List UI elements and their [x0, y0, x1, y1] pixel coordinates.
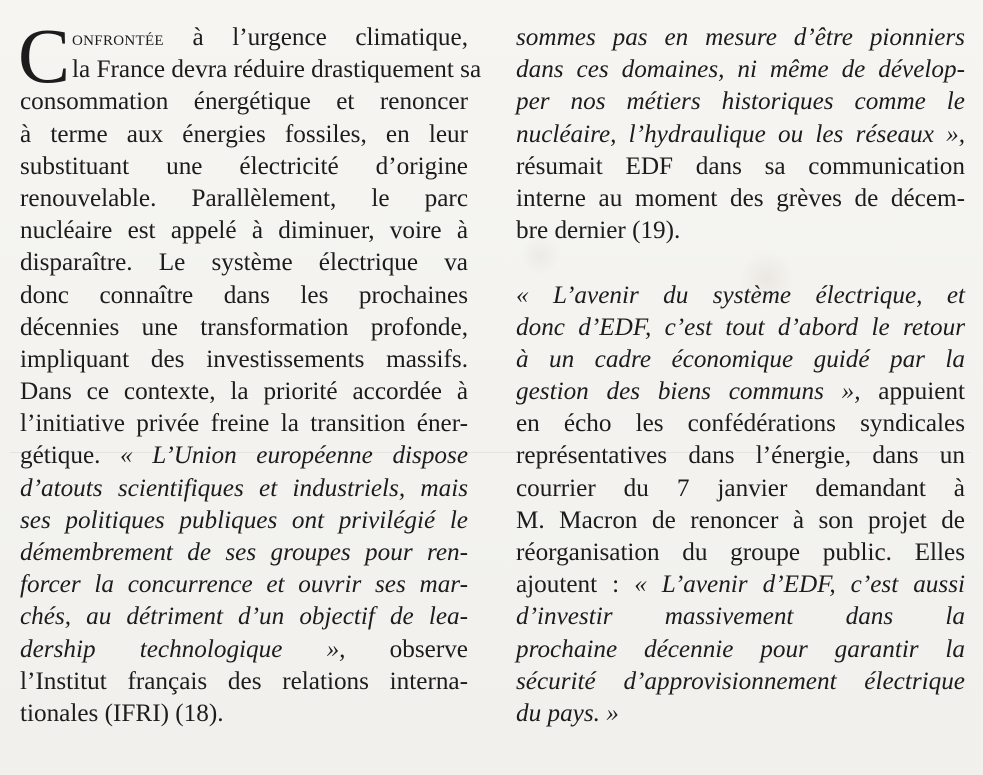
text-line: donc d’EDF, c’est tout d’abord le retour [516, 313, 965, 341]
text-line: d’atouts scientifiques et industriels, mais [20, 474, 468, 502]
text-line: en écho les confédérations syndicales [516, 410, 965, 438]
text-line: bre dernier (19). [516, 217, 681, 245]
text-line: consommation énergétique et renoncer [20, 88, 468, 116]
text-line: réorganisation du groupe public. Elles [516, 539, 965, 566]
text-line: courrier du 7 janvier demandant à [516, 474, 965, 502]
text-line: tionales (IFRI) (18). [20, 699, 224, 727]
text-line: impliquant des investissements massifs. [20, 345, 468, 373]
text-line: la France devra réduire drastiquement sa [72, 56, 482, 84]
text-line: à terme aux énergies fossiles, en leur [20, 120, 468, 148]
text-line: sommes pas en mesure d’être pionniers [516, 24, 965, 51]
text-line: décennies une transformation profonde, [20, 313, 468, 341]
text-line: dans ces domaines, ni même de dévelop- [516, 56, 965, 84]
text-line: gétique. « L’Union européenne dispose [20, 442, 469, 470]
lead-small-caps: onfrontée [72, 26, 164, 50]
text-line: M. Macron de renoncer à son projet de [516, 506, 965, 534]
quote-italic: « L’Union européenne dispose [120, 442, 469, 470]
text-line: gestion des biens communs », appuient [516, 378, 965, 406]
text-line: renouvelable. Parallèlement, le parc [20, 184, 468, 212]
text-line: ajoutent : « L’avenir d’EDF, c’est aussi [516, 571, 965, 599]
text-line: per nos métiers historiques comme le [516, 88, 965, 116]
text-line: chés, au détriment d’un objectif de lea- [20, 603, 468, 631]
text-line: onfrontée à l’urgence climatique, [72, 24, 468, 51]
text-line: du pays. » [516, 699, 619, 727]
text-line: « L’avenir du système électrique, et [516, 281, 965, 309]
drop-cap: C [18, 12, 71, 99]
text-line: représentatives dans l’énergie, dans un [516, 442, 965, 470]
article-column-left [18, 12, 482, 730]
text-line: nucléaire, l’hydraulique ou les réseaux », [516, 120, 965, 148]
article-column-right [516, 22, 965, 730]
text-line: l’Institut français des relations interna- [20, 667, 468, 695]
text-line: donc connaître dans les prochaines [20, 281, 468, 309]
text-line: résumait EDF dans sa communication [516, 152, 965, 180]
text-line: Dans ce contexte, la priorité accordée à [20, 378, 468, 406]
text-line: ses politiques publiques ont privilégié le [20, 506, 468, 534]
text-line: à un cadre économique guidé par la [516, 345, 965, 373]
text-line: forcer la concurrence et ouvrir ses mar- [20, 571, 468, 599]
text-line: nucléaire est appelé à diminuer, voire à [20, 217, 468, 245]
text-line: prochaine décennie pour garantir la [516, 635, 965, 663]
text-line: substituant une électricité d’origine [20, 152, 468, 180]
text-line: démembrement de ses groupes pour ren- [20, 539, 468, 566]
text-line: l’initiative privée freine la transition éner- [20, 410, 468, 438]
text-line: sécurité d’approvisionnement électrique [516, 667, 965, 695]
text-line: disparaître. Le système électrique va [20, 249, 468, 277]
text-line: d’investir massivement dans la [516, 603, 965, 631]
text-line: interne au moment des grèves de décem- [516, 184, 965, 212]
text-line: dership technologique », observe [20, 635, 468, 663]
paragraph-gap [516, 247, 965, 279]
